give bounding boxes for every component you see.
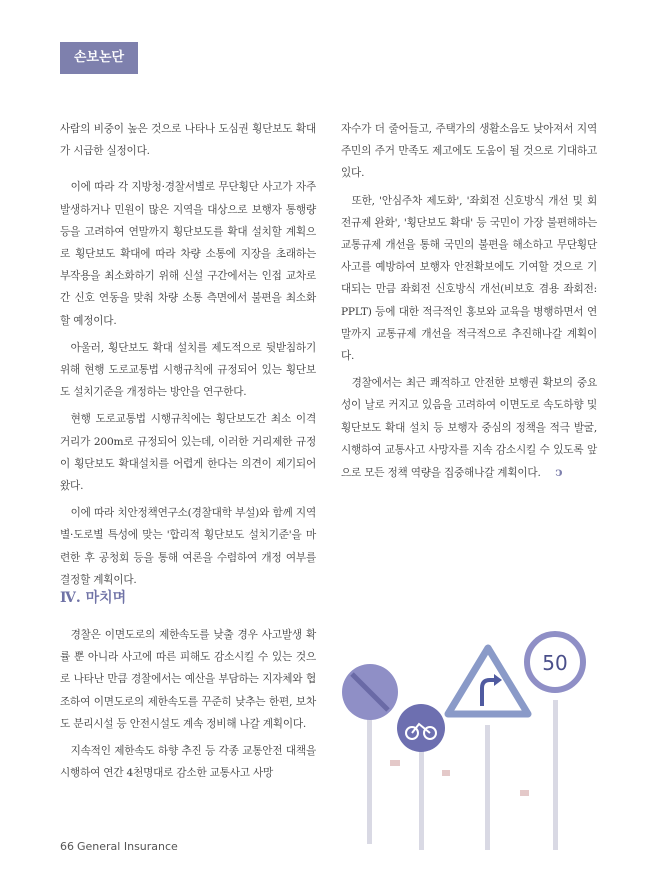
section-heading: Ⅳ. 마치며 bbox=[60, 590, 127, 606]
decor-block bbox=[442, 770, 450, 776]
bicycle-sign-icon bbox=[397, 704, 445, 752]
sign-pole bbox=[553, 700, 558, 850]
paragraph: 이에 따라 치안정책연구소(경찰대학 부설)와 함께 지역별·도로별 특성에 맞는 '합리적 횡단보도 설치기준'을 마련한 후 공청회 등을 통해 여론을 수렴하여 개정 여부를 결정할 계획이다. bbox=[60, 507, 316, 586]
paragraph: 지속적인 제한속도 하향 추진 등 각종 교통안전 대책을 시행하여 연간 4천명대로 감소한 교통사고 사망 bbox=[60, 745, 316, 780]
paragraph bbox=[341, 372, 597, 484]
left-column bbox=[60, 118, 316, 596]
left-column-continued bbox=[60, 624, 316, 789]
paragraph: 현행 도로교통법 시행규칙에는 횡단보도간 최소 이격거리가 200m로 규정되어 있는데, 이러한 거리제한 규정이 횡단보도 확대설치를 어렵게 한다는 의견이 제기되어 왔다. bbox=[60, 413, 316, 493]
paragraph: 아울러, 횡단보도 확대 설치를 제도적으로 뒷받침하기 위해 현행 도로교통법 시행규칙에 규정되어 있는 횡단보도 설치기준을 개정하는 방안을 연구한다. bbox=[60, 341, 316, 399]
sign-pole bbox=[367, 714, 372, 844]
road-signs-illustration bbox=[330, 630, 610, 860]
section-tag: 손보논단 bbox=[60, 42, 138, 74]
publication-name: General Insurance bbox=[77, 840, 178, 853]
paragraph: 사람의 비중이 높은 것으로 나타나 도심권 횡단보도 확대가 시급한 실정이다. bbox=[60, 123, 316, 158]
right-column bbox=[341, 118, 597, 489]
paragraph-text: 경찰에서는 최근 쾌적하고 안전한 보행권 확보의 중요성이 날로 커지고 있음을 고려하여 이면도로 속도하향 및 횡단보도 확대 설치 등 보행자 중심의 정책을 적극 발굴, 시행하여 교통사고 사망자를 지속 감소시킬 수 있도록 앞으로 모든 정책 역량을 집중해나갈 계획이다. bbox=[341, 377, 597, 480]
sign-pole bbox=[485, 725, 490, 850]
paragraph: 또한, '안심주차 제도화', '좌회전 신호방식 개선 및 회전규제 완화', '횡단보도 확대' 등 국민이 가장 불편해하는 교통규제 개선을 통해 국민의 불편을 해소하고 무단횡단 사고를 예방하여 보행자 안전확보에도 기여할 것으로 기대되는 만큼 좌회전 신호방식 개선(비보호 겸용 좌회전: PPLT) 등에 대한 적극적인 홍보와 교육을 병행하면서 연말까지 교통규제 개선을 적극적으로 추진해나갈 계획이다. bbox=[341, 194, 597, 363]
page-footer bbox=[60, 840, 178, 853]
speed-limit-label: 50 bbox=[542, 651, 568, 675]
no-entry-sign bbox=[342, 664, 398, 720]
paragraph: 이에 따라 각 지방청·경찰서별로 무단횡단 사고가 자주 발생하거나 민원이 많은 지역을 대상으로 보행자 통행량 등을 고려하여 연말까지 횡단보도를 확대 설치할 계획으로 횡단보도 확대에 따라 차량 소통에 지장을 초래하는 부작용을 최소화하기 위해 신설 구간에서는 인접 교차로간 신호 연동을 맞춰 차량 소통 측면에서 불편을 최소화할 예정이다. bbox=[60, 181, 316, 327]
end-mark-icon: ↄ bbox=[555, 465, 563, 480]
paragraph: 경찰은 이면도로의 제한속도를 낮출 경우 사고발생 확률 뿐 아니라 사고에 따른 피해도 감소시킬 수 있는 것으로 나타난 만큼 경찰에서는 예산을 부담하는 지자체와 협조하여 이면도로의 제한속도를 꾸준히 낮추는 한편, 보차도 분리시설 등 안전시설도 계속 정비해 나갈 계획이다. bbox=[60, 629, 316, 730]
sign-pole bbox=[419, 750, 424, 850]
paragraph: 자수가 더 줄어들고, 주택가의 생활소음도 낮아져서 지역 주민의 주거 만족도 제고에도 도움이 될 것으로 기대하고 있다. bbox=[341, 123, 597, 180]
decor-block bbox=[390, 760, 400, 766]
page-number: 66 bbox=[60, 840, 74, 853]
turn-warning-sign bbox=[448, 648, 528, 714]
speed-limit-sign bbox=[527, 634, 583, 690]
decor-block bbox=[520, 790, 529, 796]
